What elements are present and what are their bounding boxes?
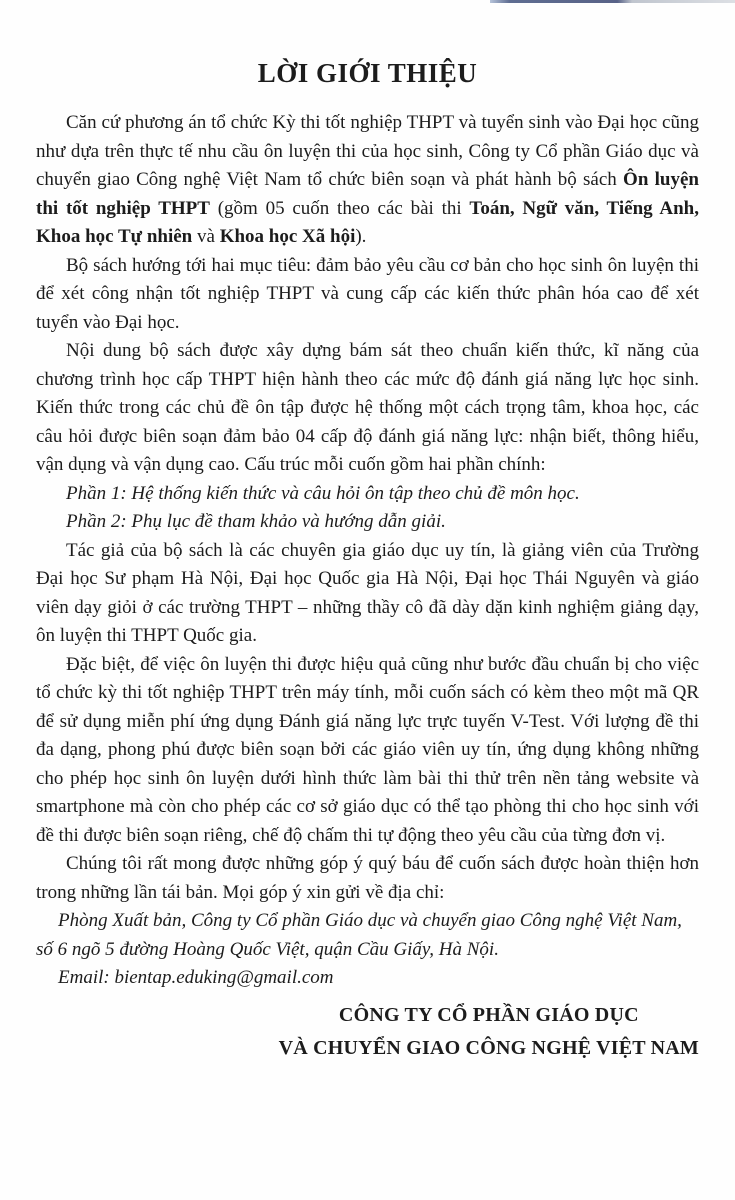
company-signature — [279, 999, 699, 1065]
text-run: VÀ CHUYỂN GIAO CÔNG NGHỆ VIỆT NAM — [278, 1036, 699, 1059]
text-run: Chúng tôi rất mong được những góp ý quý báu để cuốn sách được hoàn thiện hơn trong những lần tái bản. Mọi góp ý xin gửi về địa chỉ: — [36, 853, 699, 903]
email-line — [36, 964, 699, 993]
text-run: và — [192, 226, 220, 247]
page-title: LỜI GIỚI THIỆU — [257, 58, 478, 88]
paragraph-vtest — [36, 651, 699, 851]
list-item-part-1 — [36, 480, 699, 509]
address-line — [36, 907, 699, 964]
paragraph-goals — [36, 252, 699, 338]
text-run: Toán, Ngữ văn, Tiếng Anh, Khoa học Tự nhiên — [36, 197, 699, 247]
page-content — [36, 58, 699, 1065]
text-run: Khoa học Xã hội — [219, 226, 356, 247]
text-run: Phần 1: Hệ thống kiến thức và câu hỏi ôn tập theo chủ đề môn học. — [66, 482, 580, 504]
paragraph-authors — [36, 537, 699, 651]
paragraph-intro — [36, 109, 699, 252]
text-blocks — [36, 109, 699, 1065]
text-run: Căn cứ phương án tổ chức Kỳ thi tốt nghiệp THPT và tuyển sinh vào Đại học cũng như dựa trên thực tế nhu cầu ôn luyện thi của học sinh, Công ty Cổ phần Giáo dục và chuyển giao Công nghệ Việt Nam tổ chức biên soạn và phát hành bộ sách — [36, 112, 699, 190]
paragraph-feedback — [36, 850, 699, 907]
paragraph-content-structure — [36, 337, 699, 480]
text-run: Bộ sách hướng tới hai mục tiêu: đảm bảo yêu cầu cơ bản cho học sinh ôn luyện thi để xét công nhận tốt nghiệp THPT và cung cấp các kiến thức phân hóa cao để xét tuyển vào Đại học. — [36, 254, 699, 333]
text-run: (gồm 05 cuốn theo các bài thi — [209, 197, 470, 219]
text-run: Email: bientap.eduking@gmail.com — [58, 967, 334, 988]
text-run: ). — [355, 226, 367, 247]
list-item-part-2 — [36, 508, 699, 537]
text-run: Đặc biệt, để việc ôn luyện thi được hiệu quả cũng như bước đầu chuẩn bị cho việc tổ chức kỳ thi tốt nghiệp THPT trên máy tính, mỗi cuốn sách có kèm theo một mã QR để sử dụng miễn phí ứng dụng Đánh giá năng lực trực tuyến V-Test. Với lượng đề thi đa dạng, phong phú được biên soạn bởi các giáo viên uy tín, ứng dụng không những cho phép học sinh ôn luyện dưới hình thức làm bài thi thử trên nền tảng website và smartphone mà còn cho phép các cơ sở giáo dục có thể tạo phòng thi cho học sinh với đề thi được biên soạn riêng, chế độ chấm thi tự động theo yêu cầu của từng đơn vị. — [36, 653, 699, 846]
text-run: CÔNG TY CỔ PHẦN GIÁO DỤC — [338, 1003, 639, 1026]
scan-edge-artifact — [490, 0, 735, 3]
text-run: Ôn luyện thi tốt nghiệp THPT — [36, 169, 699, 219]
text-run: Tác giả của bộ sách là các chuyên gia giáo dục uy tín, là giảng viên của Trường Đại học Sư phạm Hà Nội, Đại học Quốc gia Hà Nội, Đại học Thái Nguyên và giáo viên dạy giỏi ở các trường THPT – những thầy cô đã dày dặn kinh nghiệm giảng dạy, ôn luyện thi THPT Quốc gia. — [36, 539, 699, 646]
text-run: Phần 2: Phụ lục đề tham khảo và hướng dẫn giải. — [66, 511, 446, 532]
text-run: Phòng Xuất bản, Công ty Cổ phần Giáo dục và chuyển giao Công nghệ Việt Nam, số 6 ngõ 5 đường Hoàng Quốc Việt, quận Cầu Giấy, Hà Nội. — [36, 910, 682, 960]
text-run: Nội dung bộ sách được xây dựng bám sát theo chuẩn kiến thức, kĩ năng của chương trình học cấp THPT hiện hành theo các mức độ đánh giá năng lực học sinh. Kiến thức trong các chủ đề ôn tập được hệ thống một cách trọng tâm, khoa học, các câu hỏi được biên soạn đảm bảo 04 cấp độ đánh giá năng lực: nhận biết, thông hiểu, vận dụng và vận dụng cao. Cấu trúc mỗi cuốn gồm hai phần chính: — [36, 340, 699, 475]
